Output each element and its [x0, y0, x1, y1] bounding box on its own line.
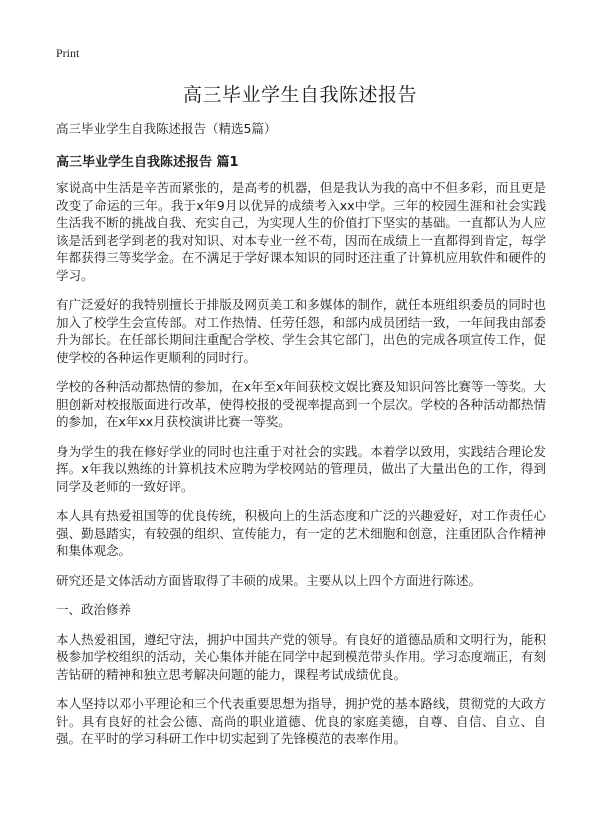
- paragraph: 有广泛爱好的我特别擅长于排版及网页美工和多媒体的制作，就任本班组织委员的同时也加入了校学生会宣传部。对工作热情、任劳任怨，和部内成员团结一致，一年间我由部委升为部长。在任部长期间注重配合学校、学生会其它部门，出色的完成各项宣传工作，促使学校的各种运作更顺利的同时行。: [56, 297, 546, 365]
- article-body: [56, 179, 546, 760]
- paragraph: 本人具有热爱祖国等的优良传统，积极向上的生活态度和广泛的兴趣爱好，对工作责任心强、勤恳踏实，有较强的组织、宣传能力，有一定的艺术细胞和创意，注重团队合作精神和集体观念。: [56, 508, 546, 558]
- paragraph: 本人热爱祖国，遵纪守法，拥护中国共产党的领导。有良好的道德品质和文明行为，能积极参加学校组织的活动，关心集体并能在同学中起到模范带头作用。学习态度端正，有刻苦钻研的精神和独立思考解决问题的能力，课程考试成绩优良。: [56, 631, 546, 682]
- document-subtitle: 高三毕业学生自我陈述报告（精选5篇）: [56, 121, 277, 136]
- section-heading: 高三毕业学生自我陈述报告 篇1: [56, 155, 239, 170]
- paragraph: 身为学生的我在修好学业的同时也注重于对社会的实践。本着学以致用，实践结合理论发挥。x年我以熟练的计算机技术应聘为学校网站的管理员，做出了大量出色的工作，得到同学及老师的一致好评。: [56, 443, 546, 494]
- paragraph: 家说高中生活是辛苦而紧张的，是高考的机器，但是我认为我的高中不但多彩，而且更是改变了命运的三年。我于x年9月以优异的成绩考入xx中学。三年的校园生涯和社会实践生活我不断的挑战自我、充实自己，为实现人生的价值打下坚实的基础。一直都认为人应该是活到老学到老的我对知识、对本专业一丝不苟，因而在成绩上一直都得到肯定，每学年都获得三等奖学金。在不满足于学好课本知识的同时还注重了计算机应用软件和硬件的学习。: [56, 180, 546, 283]
- paragraph: 学校的各种活动都热情的参加，在x年至x年间获校文娱比赛及知识问答比赛等一等奖。大胆创新对校报版面进行改革，使得校报的受视率提高到一个层次。学校的各种活动都热情的参加，在x年xx月获校演讲比赛一等奖。: [56, 379, 546, 429]
- paragraph: 本人坚持以邓小平理论和三个代表重要思想为指导，拥护党的基本路线，贯彻党的大政方针。具有良好的社会公德、高尚的职业道德、优良的家庭美德，自尊、自信、自立、自强。在平时的学习科研工作中切实起到了先锋模范的表率作用。: [56, 696, 546, 746]
- subsection-heading: 一、政治修养: [56, 602, 132, 617]
- page-title: 高三毕业学生自我陈述报告: [182, 84, 417, 106]
- paragraph: 研究还是文体活动方面皆取得了丰硕的成果。主要从以上四个方面进行陈述。: [56, 572, 482, 588]
- print-link[interactable]: Print: [56, 46, 80, 60]
